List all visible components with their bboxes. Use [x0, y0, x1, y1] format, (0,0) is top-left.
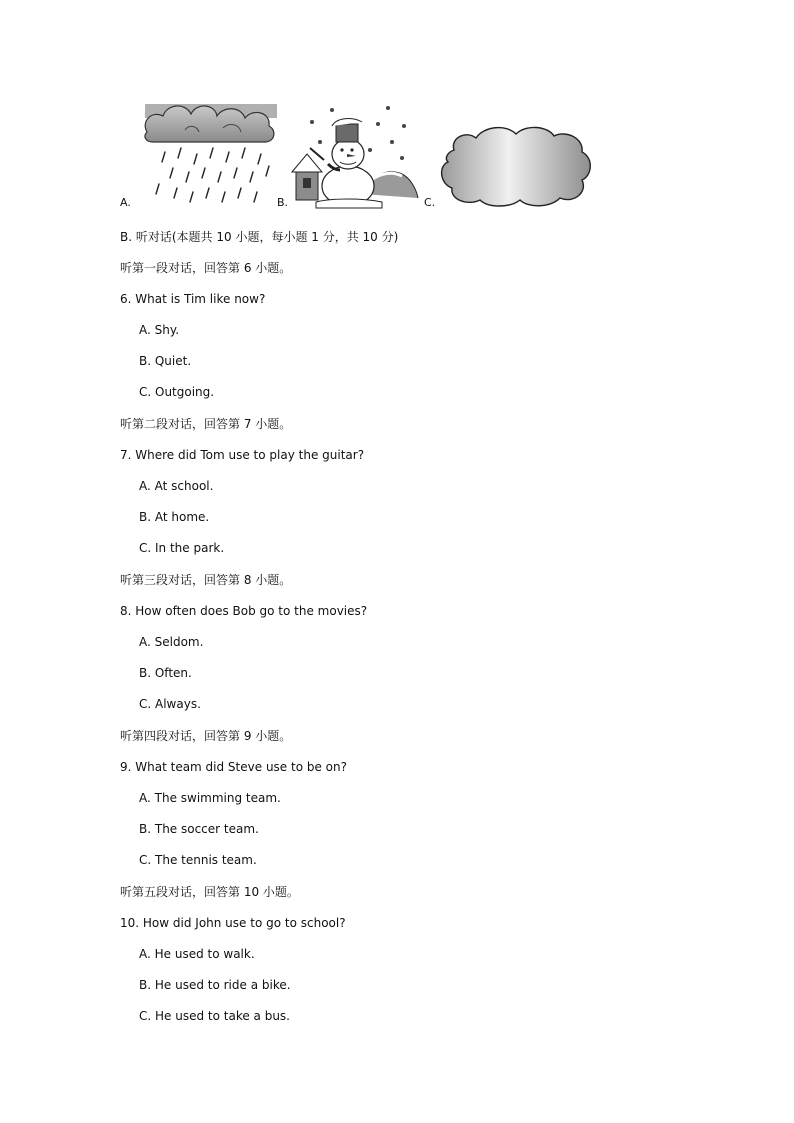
question: 10. How did John use to go to school? — [120, 916, 346, 930]
answer-option: B. He used to ride a bike. — [139, 978, 291, 992]
group-intro: 听第一段对话，回答第 6 小题。 — [120, 261, 292, 275]
answer-option: A. Shy. — [139, 323, 180, 337]
picture-c-label: C. — [424, 196, 436, 209]
answer-option: A. At school. — [139, 479, 214, 493]
group-intro: 听第五段对话，回答第 10 小题。 — [120, 885, 299, 899]
group-intro: 听第四段对话，回答第 9 小题。 — [120, 729, 292, 743]
group-intro: 听第二段对话，回答第 7 小题。 — [120, 417, 292, 431]
answer-option: A. He used to walk. — [139, 947, 255, 961]
answer-option: B. The soccer team. — [139, 822, 259, 836]
section-heading: B. 听对话(本题共 10 小题，每小题 1 分，共 10 分) — [120, 230, 399, 244]
answer-option: B. At home. — [139, 510, 210, 524]
question: 9. What team did Steve use to be on? — [120, 760, 347, 774]
answer-option: B. Quiet. — [139, 354, 192, 368]
answer-option: C. In the park. — [139, 541, 225, 555]
answer-option: C. The tennis team. — [139, 853, 257, 867]
group-intro: 听第三段对话，回答第 8 小题。 — [120, 573, 292, 587]
question: 8. How often does Bob go to the movies? — [120, 604, 368, 618]
picture-a-label: A. — [120, 196, 131, 209]
rain-cloud-icon — [145, 104, 277, 210]
cloud-icon — [440, 126, 592, 208]
question: 7. Where did Tom use to play the guitar? — [120, 448, 365, 462]
answer-option: C. Always. — [139, 697, 201, 711]
answer-option: C. Outgoing. — [139, 385, 215, 399]
picture-b-label: B. — [277, 196, 289, 209]
answer-option: A. The swimming team. — [139, 791, 281, 805]
question: 6. What is Tim like now? — [120, 292, 266, 306]
snowman-icon — [292, 102, 420, 210]
answer-option: A. Seldom. — [139, 635, 204, 649]
answer-option: B. Often. — [139, 666, 192, 680]
answer-option: C. He used to take a bus. — [139, 1009, 290, 1023]
